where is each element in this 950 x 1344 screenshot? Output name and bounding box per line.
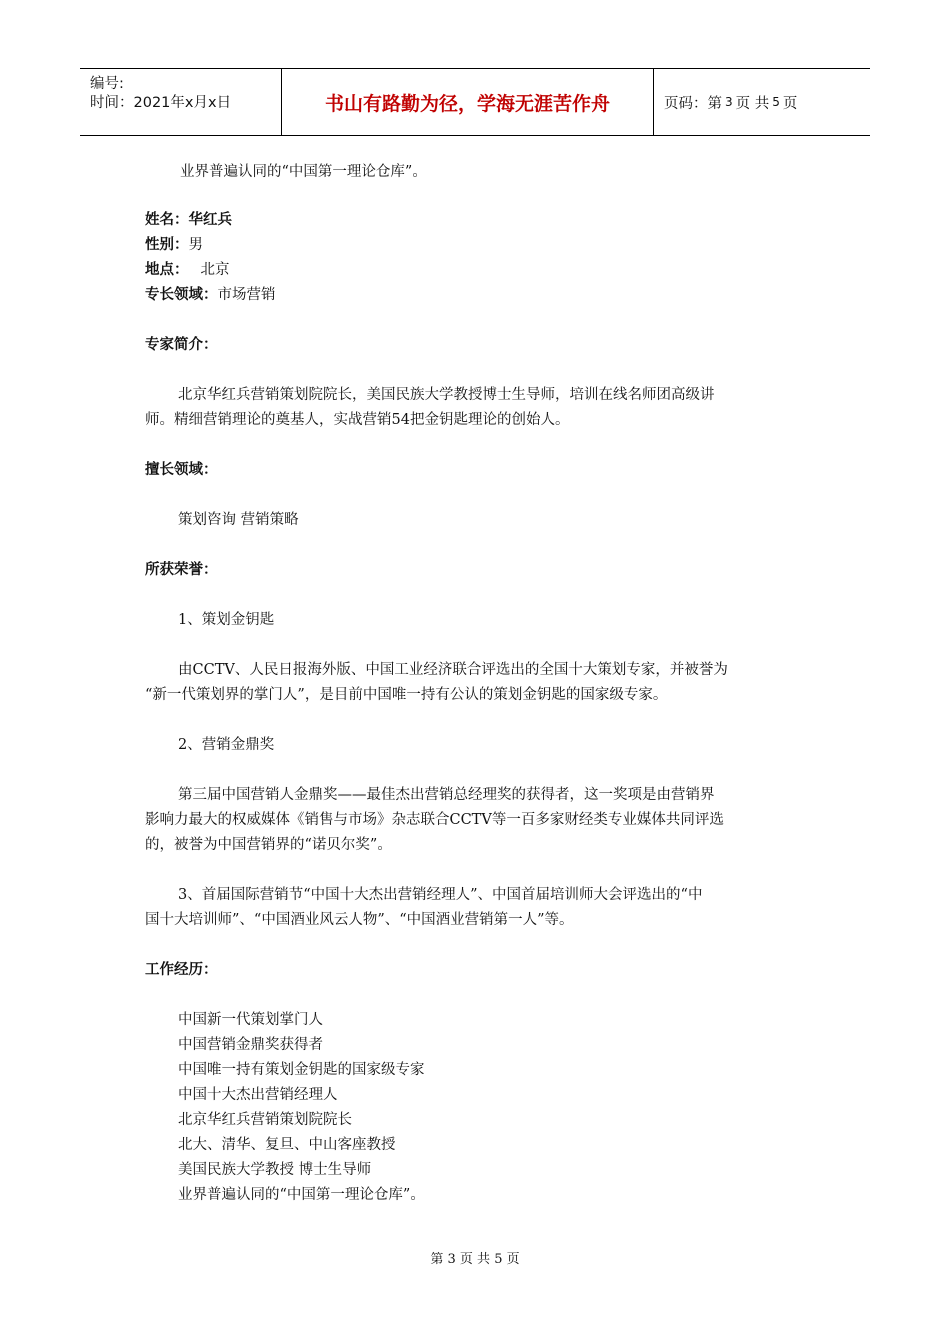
profile-specialty: 专长领域：市场营销 bbox=[145, 287, 276, 303]
honor2-title: 2、营销金鼎奖 bbox=[178, 737, 275, 753]
honor2-line: 的，被誉为中国营销界的“诺贝尔奖”。 bbox=[145, 837, 392, 853]
profile-gender: 性别：男 bbox=[145, 237, 203, 253]
work-item: 中国营销金鼎奖获得者 bbox=[178, 1037, 323, 1053]
work-item: 业界普遍认同的“中国第一理论仓库”。 bbox=[178, 1187, 425, 1203]
page-current: 3 bbox=[725, 95, 733, 109]
work-item: 中国新一代策划掌门人 bbox=[178, 1012, 323, 1028]
page-total: 5 bbox=[772, 95, 780, 109]
expertise-heading: 擅长领域： bbox=[145, 462, 218, 478]
honor2-line: 影响力最大的权威媒体《销售与市场》杂志联合CCTV等一百多家财经类专业媒体共同评选 bbox=[145, 812, 724, 828]
honor1-line: 由CCTV、人民日报海外版、中国工业经济联合评选出的全国十大策划专家，并被誉为 bbox=[178, 662, 728, 678]
expertise-text: 策划咨询 营销策略 bbox=[178, 512, 299, 528]
bio-line: 师。精细营销理论的奠基人，实战营销54把金钥匙理论的创始人。 bbox=[145, 412, 570, 428]
page-code-mid: 页 共 bbox=[735, 95, 770, 112]
bio-heading: 专家简介： bbox=[145, 337, 218, 353]
profile-location: 地点： 北京 bbox=[145, 262, 230, 278]
honor1-line: “新一代策划界的掌门人”，是目前中国唯一持有公认的策划金钥匙的国家级专家。 bbox=[145, 687, 668, 703]
honor3-line: 国十大培训师”、“中国酒业风云人物”、“中国酒业营销第一人”等。 bbox=[145, 912, 574, 928]
honor3-line: 3、首届国际营销节“中国十大杰出营销经理人”、中国首届培训师大会评选出的“中 bbox=[178, 887, 703, 903]
honor1-title: 1、策划金钥匙 bbox=[178, 612, 275, 628]
header-page-code bbox=[654, 69, 870, 135]
bio-line: 北京华红兵营销策划院院长，美国民族大学教授博士生导师，培训在线名师团高级讲 bbox=[178, 387, 715, 403]
work-item: 美国民族大学教授 博士生导师 bbox=[178, 1162, 372, 1178]
page-footer: 第 3 页 共 5 页 bbox=[430, 1252, 520, 1267]
work-heading: 工作经历： bbox=[145, 962, 218, 978]
page-code-prefix: 页码：第 bbox=[664, 95, 722, 112]
header-motto: 书山有路勤为径，学海无涯苦作舟 bbox=[282, 69, 654, 135]
work-item: 中国唯一持有策划金钥匙的国家级专家 bbox=[178, 1062, 425, 1078]
work-item: 中国十大杰出营销经理人 bbox=[178, 1087, 338, 1103]
time-label: 时间：2021年x月x日 bbox=[90, 95, 232, 111]
honor2-line: 第三届中国营销人金鼎奖——最佳杰出营销总经理奖的获得者，这一奖项是由营销界 bbox=[178, 787, 715, 803]
work-item: 北京华红兵营销策划院院长 bbox=[178, 1112, 352, 1128]
work-item: 北大、清华、复旦、中山客座教授 bbox=[178, 1137, 396, 1153]
profile-name: 姓名：华红兵 bbox=[145, 212, 232, 228]
honors-heading: 所获荣誉： bbox=[145, 562, 218, 578]
serial-label: 编号: bbox=[90, 76, 124, 92]
page-code-suffix: 页 bbox=[782, 95, 798, 112]
header-meta bbox=[80, 69, 282, 135]
page-header bbox=[80, 68, 870, 136]
intro-tail: 业界普遍认同的“中国第一理论仓库”。 bbox=[180, 164, 427, 180]
